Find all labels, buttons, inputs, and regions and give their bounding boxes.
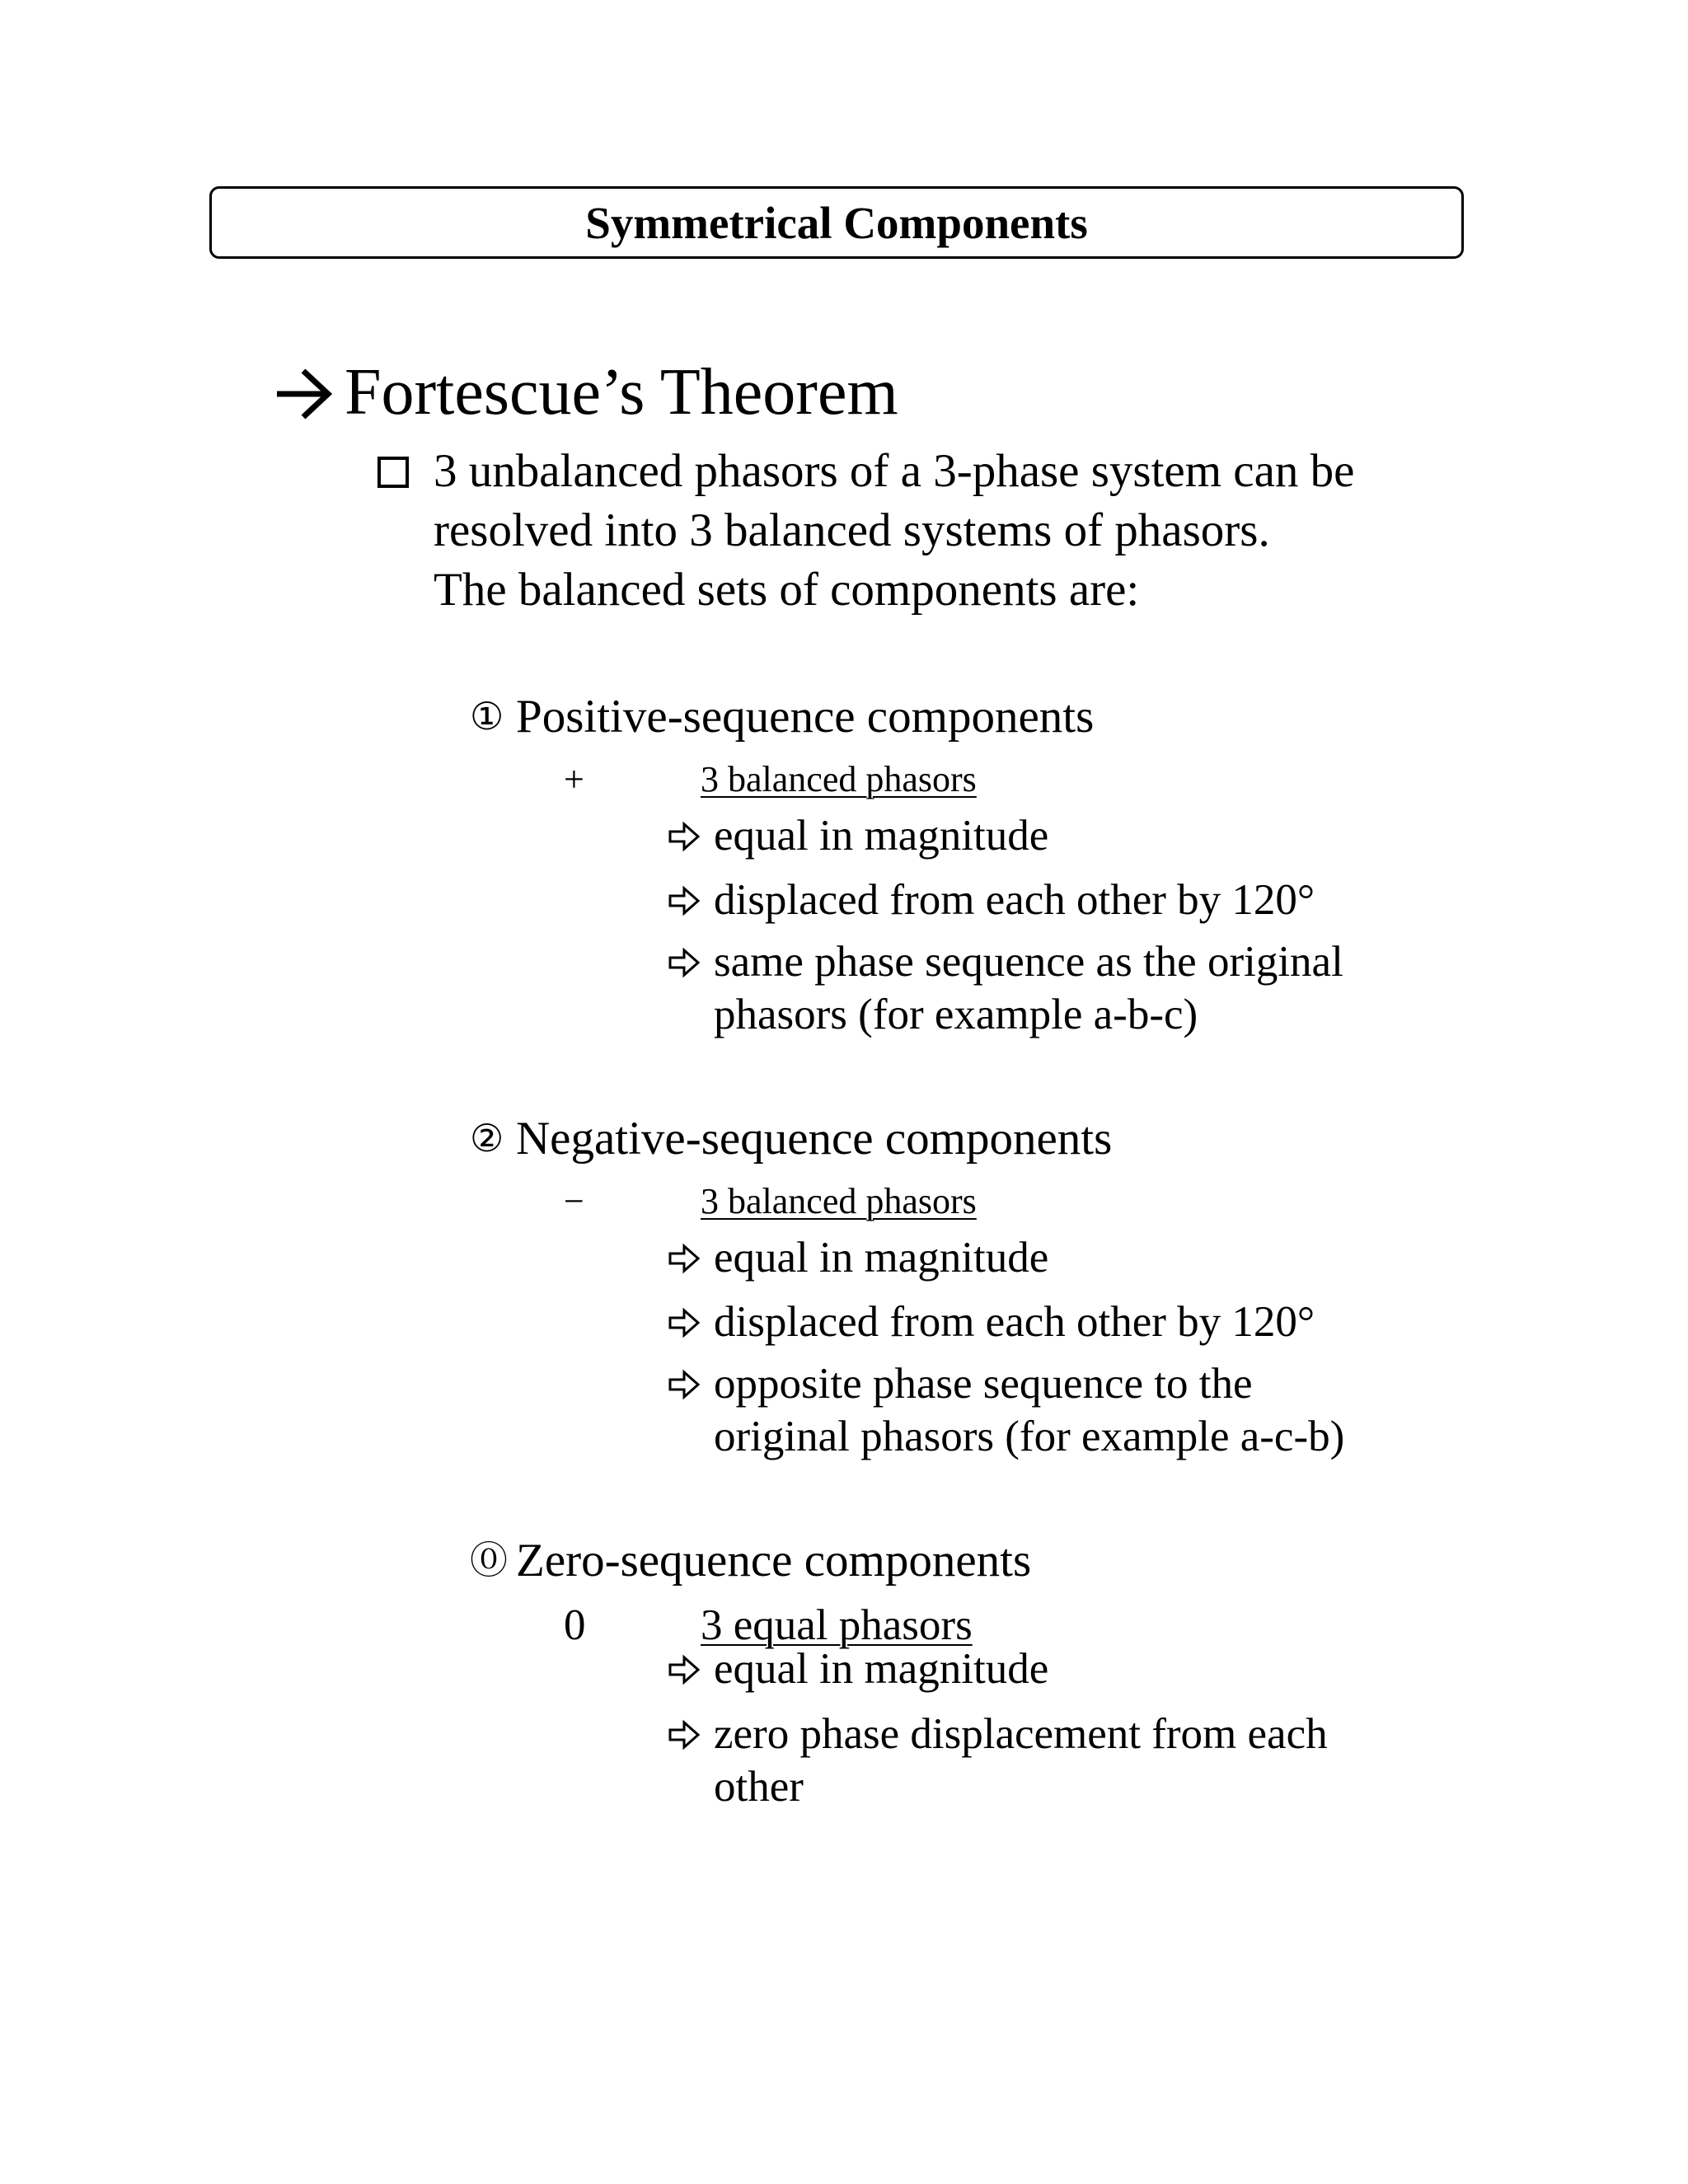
- bullet-text: other: [714, 1763, 804, 1811]
- right-arrow-icon: [274, 361, 335, 427]
- sub-heading: 3 balanced phasors: [701, 1181, 977, 1221]
- bullet-text: displaced from each other by 120°: [714, 1298, 1315, 1346]
- intro-text: [434, 442, 1354, 620]
- section-title: Negative-sequence components: [516, 1113, 1113, 1165]
- section-title: Zero-sequence components: [516, 1535, 1032, 1586]
- bullet-text: equal in magnitude: [714, 812, 1049, 860]
- section-title: Positive-sequence components: [516, 691, 1095, 743]
- sequence-symbol: +: [564, 759, 584, 799]
- checkbox-icon: [377, 457, 409, 488]
- intro-line: 3 unbalanced phasors of a 3-phase system can be: [434, 445, 1355, 497]
- bullet-text: equal in magnitude: [714, 1645, 1049, 1693]
- sub-heading: 3 equal phasors: [701, 1601, 973, 1649]
- intro-line: The balanced sets of components are:: [434, 564, 1140, 616]
- hollow-arrow-icon: [668, 1718, 701, 1751]
- bullet-text: opposite phase sequence to the: [714, 1360, 1253, 1408]
- hollow-arrow-icon: [668, 1242, 701, 1275]
- title-box: [209, 186, 1464, 259]
- hollow-arrow-icon: [668, 820, 701, 853]
- section-number: ②: [470, 1118, 504, 1160]
- sub-heading: 3 balanced phasors: [701, 759, 977, 799]
- sequence-symbol: 0: [564, 1601, 586, 1649]
- hollow-arrow-icon: [668, 1653, 701, 1686]
- page-title: Symmetrical Components: [585, 197, 1088, 248]
- bullet-text: phasors (for example a-b-c): [714, 991, 1198, 1038]
- hollow-arrow-icon: [668, 1368, 701, 1401]
- bullet-text: same phase sequence as the original: [714, 938, 1343, 986]
- intro-line: resolved into 3 balanced systems of phasors.: [434, 504, 1270, 556]
- heading: Fortescue’s Theorem: [345, 356, 898, 429]
- section-number: ①: [470, 696, 504, 738]
- hollow-arrow-icon: [668, 946, 701, 979]
- hollow-arrow-icon: [668, 884, 701, 917]
- bullet-text: equal in magnitude: [714, 1234, 1049, 1282]
- bullet-text: original phasors (for example a-c-b): [714, 1413, 1345, 1460]
- bullet-text: zero phase displacement from each: [714, 1710, 1328, 1758]
- bullet-text: displaced from each other by 120°: [714, 876, 1315, 924]
- sequence-symbol: −: [564, 1181, 584, 1221]
- section-number: ⓪: [470, 1540, 508, 1582]
- hollow-arrow-icon: [668, 1306, 701, 1339]
